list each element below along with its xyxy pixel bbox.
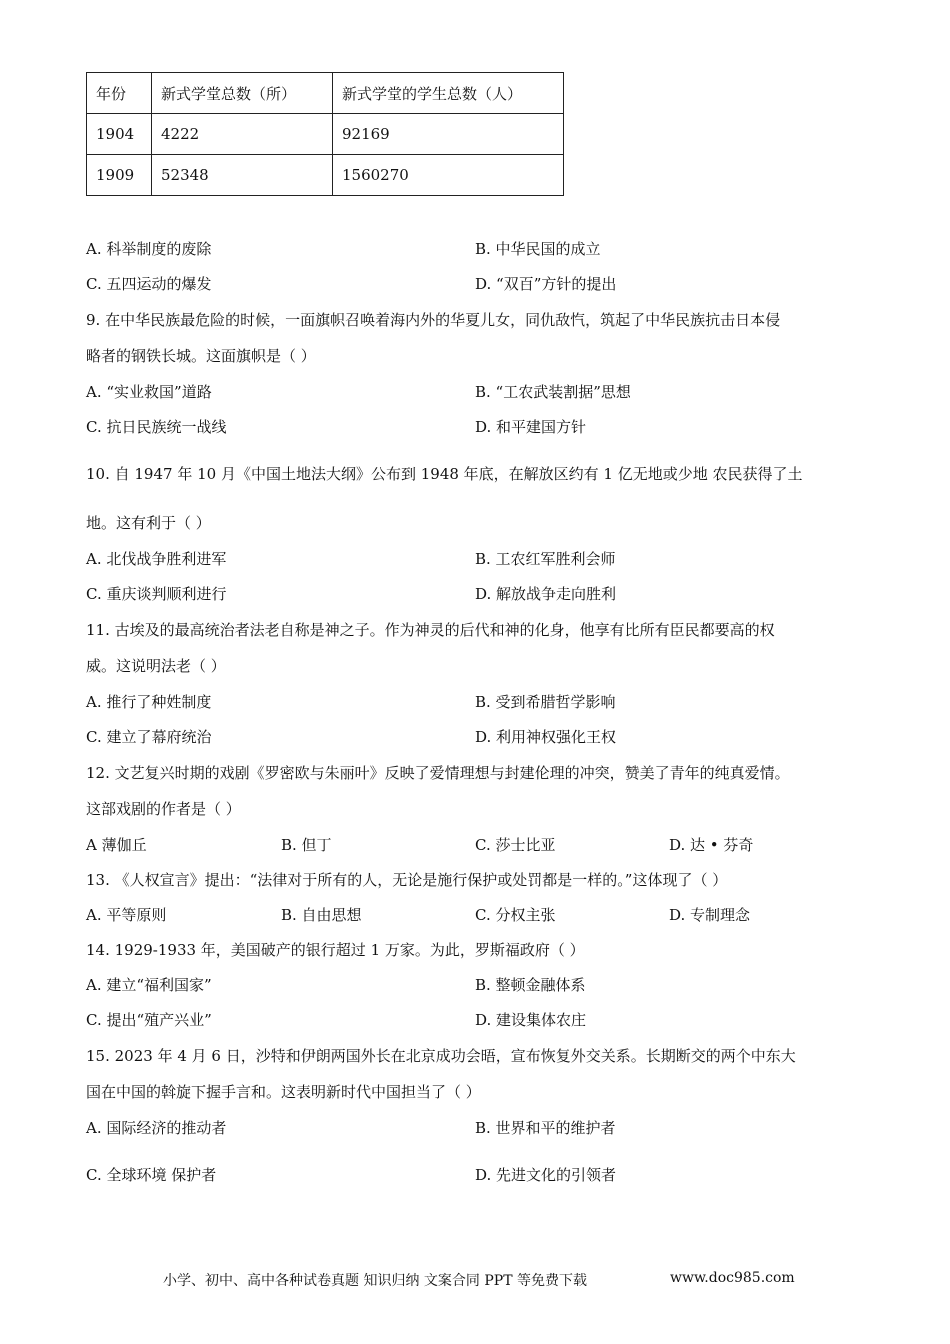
q9-option-b: B. “工农武装割据”思想 <box>475 383 631 401</box>
q15-option-d: D. 先进文化的引领者 <box>475 1166 617 1184</box>
q15-stem-line2: 国在中国的斡旋下握手言和。这表明新时代中国担当了（ ） <box>86 1083 481 1101</box>
q10-option-b: B. 工农红军胜利会师 <box>475 550 616 568</box>
table-header-cell: 年份 <box>87 73 152 114</box>
q9-option-d: D. 和平建国方针 <box>475 418 587 436</box>
q10-option-d: D. 解放战争走向胜利 <box>475 585 617 603</box>
q10-option-c: C. 重庆谈判顺利进行 <box>86 585 227 603</box>
q12-option-d: D. 达 • 芬奇 <box>669 836 754 854</box>
q15-option-a: A. 国际经济的推动者 <box>86 1119 227 1137</box>
table-header-row <box>87 73 564 114</box>
table-row <box>87 155 564 196</box>
table-cell: 1560270 <box>333 155 564 196</box>
q13-option-c: C. 分权主张 <box>475 906 556 924</box>
q12-option-a: A 薄伽丘 <box>86 836 147 854</box>
q12-option-b: B. 但丁 <box>281 836 332 854</box>
q12-option-c: C. 莎士比亚 <box>475 836 556 854</box>
q13-stem-line1: 13. 《人权宣言》提出：“法律对于所有的人，无论是施行保护或处罚都是一样的。”这体现了（ ） <box>86 871 728 889</box>
q9-option-c: C. 抗日民族统一战线 <box>86 418 227 436</box>
q12-stem-line2: 这部戏剧的作者是（ ） <box>86 800 241 818</box>
table-cell: 4222 <box>152 114 333 155</box>
q13-option-d: D. 专制理念 <box>669 906 751 924</box>
table-cell: 1909 <box>87 155 152 196</box>
q8-option-b: B. 中华民国的成立 <box>475 240 601 258</box>
q9-option-a: A. “实业救国”道路 <box>86 383 212 401</box>
q13-option-b: B. 自由思想 <box>281 906 362 924</box>
q8-option-a: A. 科举制度的废除 <box>86 240 212 258</box>
table-cell: 52348 <box>152 155 333 196</box>
q10-stem-line1: 10. 自 1947 年 10 月《中国土地法大纲》公布到 1948 年底，在解放区约有 1 亿无地或少地 农民获得了土 <box>86 465 803 483</box>
q8-option-d: D. “双百”方针的提出 <box>475 275 617 293</box>
q11-option-d: D. 利用神权强化王权 <box>475 728 617 746</box>
q15-stem-line1: 15. 2023 年 4 月 6 日，沙特和伊朗两国外长在北京成功会晤，宣布恢复外交关系。长期断交的两个中东大 <box>86 1047 796 1065</box>
table-row <box>87 114 564 155</box>
q8-option-c: C. 五四运动的爆发 <box>86 275 212 293</box>
q14-option-d: D. 建设集体农庄 <box>475 1011 587 1029</box>
school-statistics-table <box>86 72 564 196</box>
q11-stem-line2: 威。这说明法老（ ） <box>86 657 226 675</box>
q14-option-c: C. 提出“殖产兴业” <box>86 1011 212 1029</box>
footer-text: 小学、初中、高中各种试卷真题 知识归纳 文案合同 PPT 等免费下载 <box>163 1273 587 1289</box>
table-header-cell: 新式学堂的学生总数（人） <box>333 73 564 114</box>
q11-option-a: A. 推行了种姓制度 <box>86 693 212 711</box>
q11-option-c: C. 建立了幕府统治 <box>86 728 212 746</box>
table-cell: 92169 <box>333 114 564 155</box>
footer-url-link[interactable]: www.doc985.com <box>670 1270 795 1286</box>
q14-stem-line1: 14. 1929-1933 年，美国破产的银行超过 1 万家。为此，罗斯福政府（ ） <box>86 941 585 959</box>
q11-option-b: B. 受到希腊哲学影响 <box>475 693 616 711</box>
table-cell: 1904 <box>87 114 152 155</box>
q15-option-b: B. 世界和平的维护者 <box>475 1119 616 1137</box>
table-header-cell: 新式学堂总数（所） <box>152 73 333 114</box>
q9-stem-line2: 略者的钢铁长城。这面旗帜是（ ） <box>86 347 316 365</box>
q13-option-a: A. 平等原则 <box>86 906 167 924</box>
q11-stem-line1: 11. 古埃及的最高统治者法老自称是神之子。作为神灵的后代和神的化身，他享有比所有臣民都要高的权 <box>86 621 775 639</box>
q14-option-b: B. 整顿金融体系 <box>475 976 586 994</box>
q14-option-a: A. 建立“福利国家” <box>86 976 212 994</box>
q10-stem-line2: 地。这有利于（ ） <box>86 514 211 532</box>
q10-option-a: A. 北伐战争胜利进军 <box>86 550 227 568</box>
q15-option-c: C. 全球环境 保护者 <box>86 1166 217 1184</box>
q12-stem-line1: 12. 文艺复兴时期的戏剧《罗密欧与朱丽叶》反映了爱情理想与封建伦理的冲突，赞美了青年的纯真爱情。 <box>86 764 790 782</box>
q9-stem-line1: 9. 在中华民族最危险的时候，一面旗帜召唤着海内外的华夏儿女，同仇敌忾，筑起了中华民族抗击日本侵 <box>86 311 781 329</box>
